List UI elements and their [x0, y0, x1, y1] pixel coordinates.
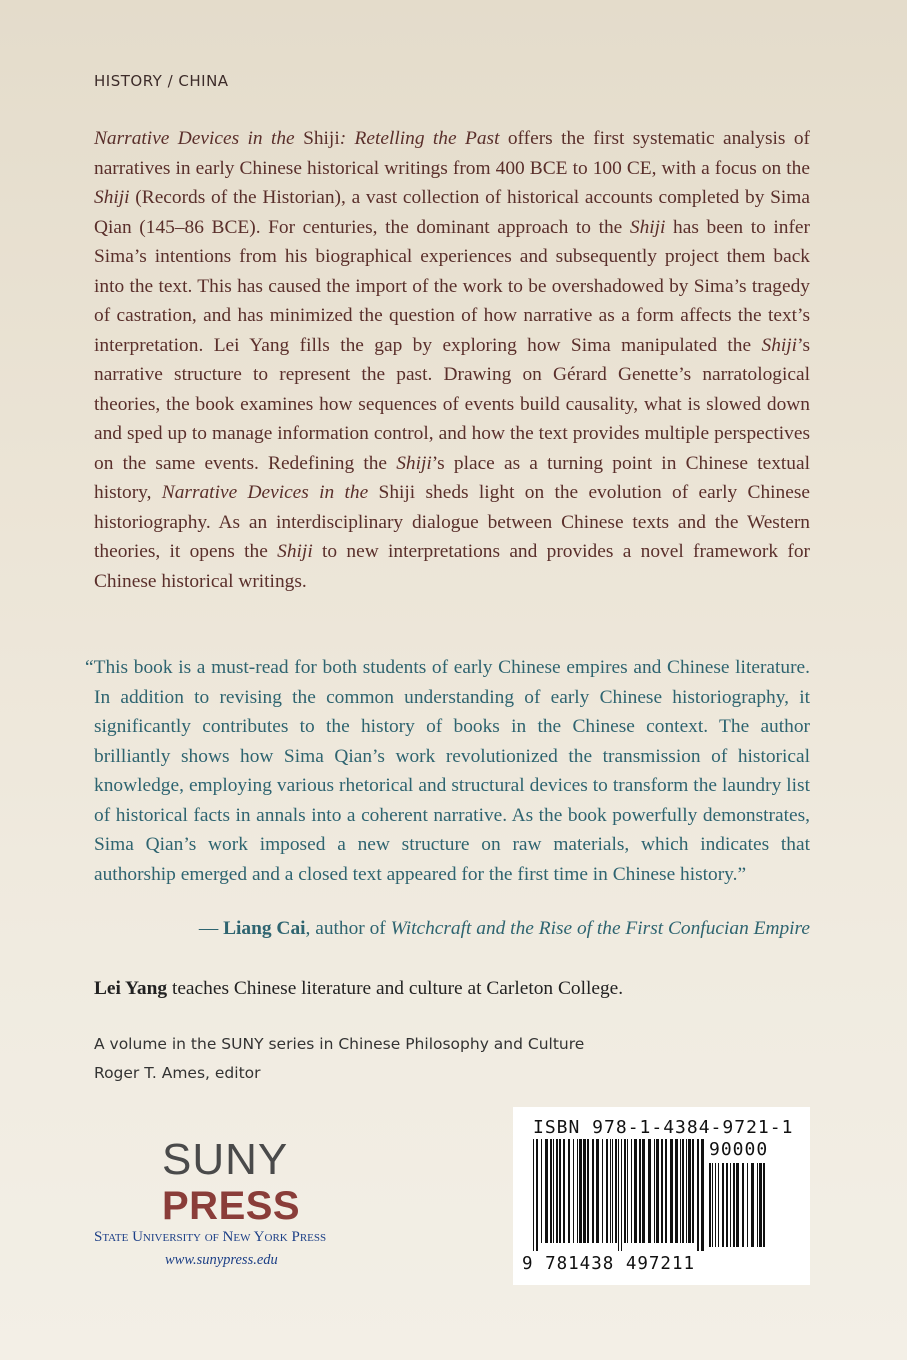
- barcode-bar: [606, 1139, 608, 1243]
- barcode-bar: [559, 1139, 561, 1243]
- shiji-italic: Shiji: [761, 334, 798, 356]
- barcode-bar: [536, 1139, 538, 1251]
- series-info: [94, 1030, 584, 1088]
- title-italic: Narrative Devices in the: [161, 482, 369, 503]
- author-bio: [94, 978, 623, 1000]
- barcode-bar: [579, 1139, 582, 1243]
- title-subtitle: : Retelling the Past: [339, 128, 500, 149]
- title-roman: Shiji: [378, 482, 416, 503]
- barcode-bar: [583, 1139, 586, 1243]
- isbn-text: ISBN 978-1-4384-9721-1: [533, 1117, 794, 1138]
- barcode-bar: [545, 1139, 548, 1243]
- barcode-bar: [661, 1139, 663, 1243]
- publisher-url: www.sunypress.edu: [165, 1252, 278, 1268]
- shiji-italic: Shiji: [94, 187, 130, 208]
- barcode-bar: [736, 1163, 739, 1247]
- shiji-italic: Shiji: [277, 541, 313, 562]
- barcode-bar: [733, 1163, 735, 1247]
- description-text: sheds light on the evolution of early Chinese historiography. As an interdisciplinary dialogue between Chinese texts and the Western theories, it opens the: [94, 482, 810, 562]
- barcode-bar: [709, 1163, 711, 1247]
- publisher-name: State University of New York Press: [94, 1229, 327, 1245]
- suny-logo-word: SUNY: [162, 1135, 289, 1184]
- isbn-barcode-icon: [533, 1139, 704, 1251]
- barcode-bar: [675, 1139, 678, 1243]
- description-text: offers the first systematic analysis of narratives in early Chinese historical writings from 400 BCE to 100 CE, with a focus on the: [94, 128, 810, 179]
- endorser-name: Liang Cai: [223, 918, 306, 939]
- price-barcode-icon: [709, 1163, 769, 1247]
- description-text: to new interpretations and provides a novel framework for Chinese historical writings.: [94, 541, 810, 592]
- barcode-bar: [624, 1139, 626, 1243]
- barcode-bar: [712, 1163, 713, 1247]
- barcode-bar: [751, 1163, 754, 1247]
- barcode-bar: [701, 1139, 704, 1251]
- barcode-bar: [602, 1139, 603, 1243]
- endorser-book-title: Witchcraft and the Rise of the First Confucian Empire: [390, 918, 810, 939]
- barcode-bar: [642, 1139, 645, 1243]
- barcode-bar: [722, 1163, 724, 1247]
- barcode-bar: [648, 1139, 651, 1243]
- barcode-bar: [596, 1139, 599, 1243]
- barcode-bar: [627, 1139, 628, 1243]
- author-name: Lei Yang: [94, 978, 168, 999]
- barcode-bar: [615, 1139, 617, 1243]
- shiji-italic: Shiji: [629, 216, 666, 238]
- barcode-bar: [682, 1139, 684, 1243]
- barcode-bar: [730, 1163, 731, 1247]
- barcode-bar: [639, 1139, 641, 1243]
- description-text: ’s place as a turning point in Chinese textual history,: [94, 452, 810, 503]
- barcode-bar: [631, 1139, 632, 1243]
- press-logo-word: PRESS: [162, 1184, 301, 1228]
- barcode-bar: [726, 1163, 728, 1247]
- quote-attribution: [199, 918, 810, 940]
- barcode-bar: [563, 1139, 565, 1243]
- endorsement-quote: “This book is a must-read for both students of early Chinese empires and Chinese literature. In addition to revising the common understanding of early Chinese historiography, it significantly contributes to the history of books in the Chinese context. The author brilliantly shows how Sima Qian’s work revolutionized the transmission of historical knowledge, employing various rhetorical and structural devices to transform the laundry list of historical facts in annals into a coherent narrative. As the book powerfully demonstrates, Sima Qian’s work imposed a new structure on raw materials, which indicates that authorship emerged and a closed text appeared for the first time in Chinese history.”: [85, 657, 810, 885]
- barcode-bar: [759, 1163, 762, 1247]
- barcode-bar: [621, 1139, 622, 1251]
- attribution-dash: —: [198, 918, 224, 939]
- shiji-italic: Shiji: [396, 452, 432, 474]
- barcode-bar: [757, 1163, 758, 1247]
- barcode-bar: [568, 1139, 570, 1243]
- barcode-bar: [718, 1163, 719, 1247]
- barcode-bar: [573, 1139, 574, 1243]
- book-description: [94, 124, 810, 596]
- description-text: has been to infer Sima’s intentions from his biographical experiences and subsequently project them back into the text. This has caused the import of the work to be overshadowed by Sima’s tragedy of castration, and has minimized the question of how narrative as a form affects the text’s interpretation. Lei Yang fills the gap by exploring how Sima manipulated the: [94, 216, 810, 356]
- author-bio-text: teaches Chinese literature and culture at Carleton College.: [167, 978, 624, 999]
- barcode-bar: [634, 1139, 637, 1243]
- barcode-bar: [670, 1139, 673, 1243]
- barcode-bar: [686, 1139, 687, 1243]
- title-italic: Narrative Devices in the: [94, 128, 295, 149]
- barcode-bar: [612, 1139, 613, 1243]
- attribution-text: , author of: [305, 918, 391, 939]
- barcode-bar: [763, 1163, 765, 1247]
- series-editor: Roger T. Ames, editor: [94, 1064, 261, 1082]
- barcode-bar: [747, 1163, 748, 1247]
- barcode-bar: [533, 1139, 534, 1251]
- barcode-digits: 9 781438 497211: [522, 1254, 696, 1274]
- barcode-panel: [513, 1107, 810, 1285]
- price-code: 90000: [709, 1139, 769, 1160]
- barcode-bar: [742, 1163, 744, 1247]
- barcode-bar: [697, 1139, 699, 1251]
- barcode-bar: [592, 1139, 594, 1243]
- description-text: (Records of the Historian), a vast collection of historical accounts completed by Sima Qian (145–86 BCE). For centuries, the dominant approach to the: [94, 187, 810, 238]
- category-label: HISTORY / CHINA: [94, 72, 229, 90]
- barcode-bar: [587, 1139, 589, 1243]
- barcode-bar: [680, 1139, 681, 1243]
- barcode-bar: [692, 1139, 694, 1243]
- barcode-bar: [553, 1139, 554, 1243]
- title-roman: Shiji: [303, 128, 340, 149]
- barcode-bar: [541, 1139, 542, 1243]
- barcode-bar: [654, 1139, 655, 1243]
- barcode-bar: [656, 1139, 659, 1243]
- barcode-bar: [688, 1139, 691, 1243]
- barcode-bar: [618, 1139, 619, 1251]
- barcode-bar: [715, 1163, 716, 1247]
- barcode-bar: [665, 1139, 667, 1243]
- barcode-bar: [550, 1139, 552, 1243]
- description-text: ’s narrative structure to represent the past. Drawing on Gérard Genette’s narratological theories, the book examines how sequences of events build causality, what is slowed down and sped up to manage information control, and how the text provides multiple perspectives on the same events. Redefining the: [94, 334, 810, 474]
- barcode-bar: [577, 1139, 578, 1243]
- series-line: A volume in the SUNY series in Chinese Philosophy and Culture: [94, 1035, 585, 1053]
- barcode-bar: [610, 1139, 611, 1243]
- barcode-bar: [556, 1139, 558, 1243]
